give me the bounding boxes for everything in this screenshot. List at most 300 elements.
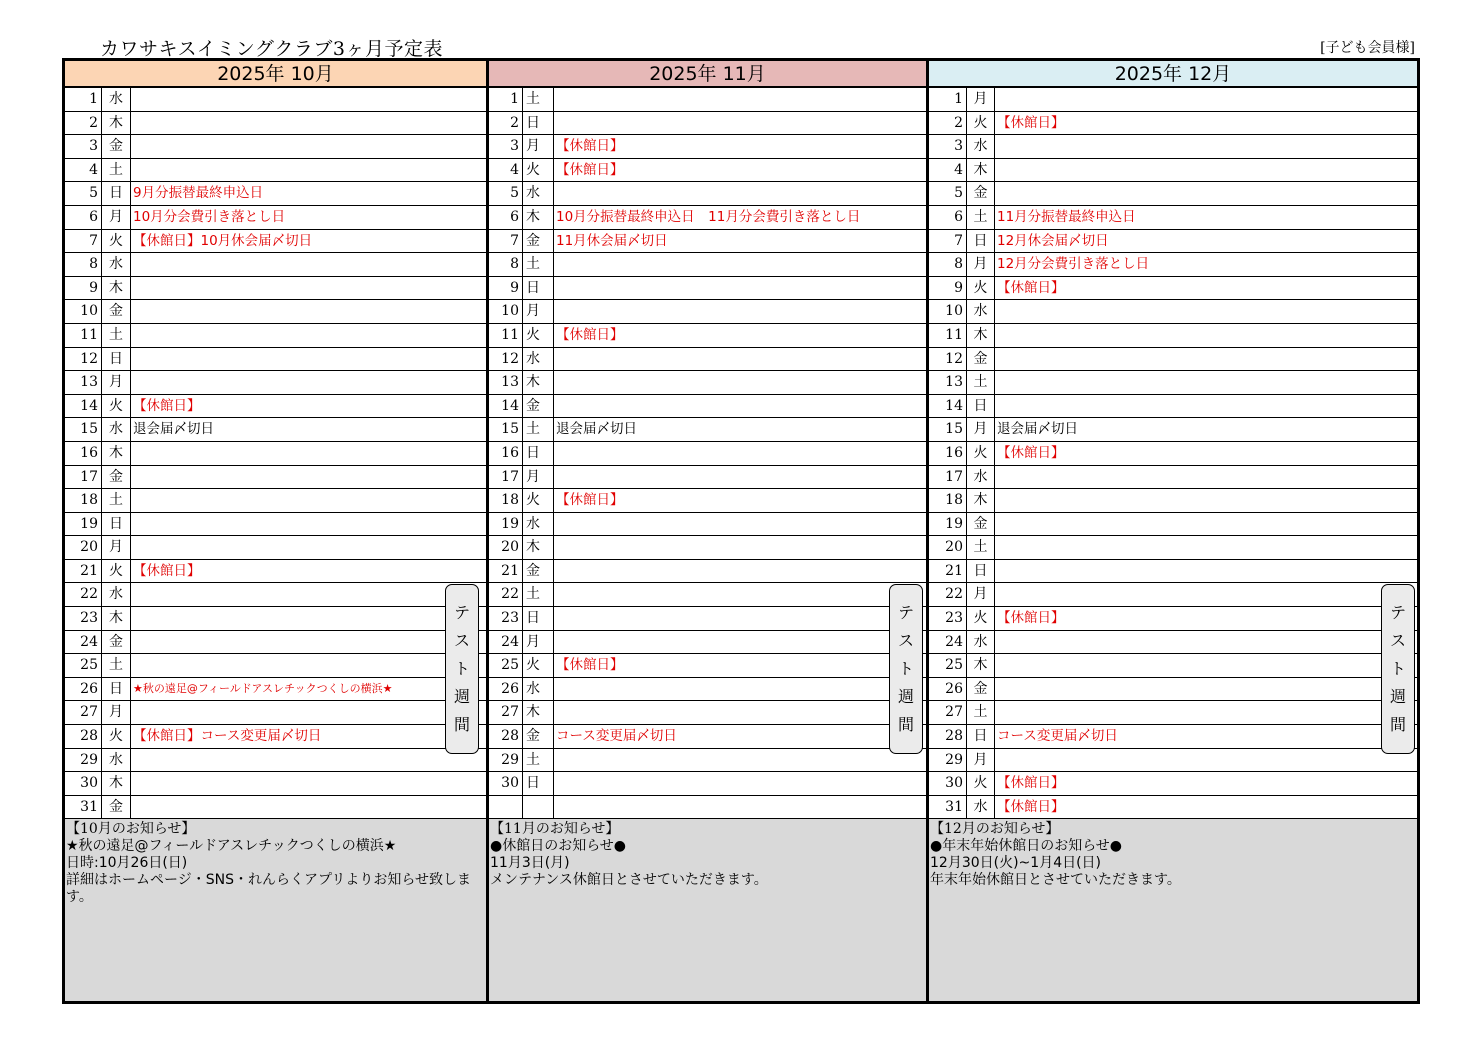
day-event (131, 772, 486, 795)
day-row (929, 112, 1417, 136)
day-number: 3 (489, 135, 523, 158)
day-event (995, 300, 1417, 323)
day-of-week: 木 (102, 112, 131, 135)
day-number: 22 (65, 583, 102, 606)
notice-line: 詳細はホームページ・SNS・れんらくアプリよりお知らせ致します。 (66, 872, 471, 905)
day-event (995, 631, 1417, 654)
day-event (995, 536, 1417, 559)
test-week-char: 間 (1389, 715, 1406, 734)
day-of-week: 水 (102, 418, 131, 441)
day-row (65, 135, 486, 159)
day-event: 12月休会届〆切日 (997, 232, 1109, 249)
day-row (929, 701, 1417, 725)
day-row (929, 395, 1417, 419)
day-row (65, 230, 486, 254)
day-event: 【休館日】 (997, 798, 1065, 815)
day-row (489, 701, 926, 725)
day-row (489, 112, 926, 136)
day-row (489, 772, 926, 796)
day-event (995, 583, 1417, 606)
day-event: 【休館日】 (997, 279, 1065, 296)
day-event (554, 583, 926, 606)
day-event: 【休館日】 (556, 161, 624, 178)
day-number: 14 (489, 395, 523, 418)
day-row (489, 300, 926, 324)
day-row (489, 725, 926, 749)
day-rows (929, 88, 1417, 819)
day-row (65, 772, 486, 796)
day-event (995, 88, 1417, 111)
day-of-week: 木 (523, 701, 554, 724)
day-event (995, 324, 1417, 347)
day-row (929, 277, 1417, 301)
day-row (489, 536, 926, 560)
day-number: 10 (65, 300, 102, 323)
day-number: 30 (929, 772, 967, 795)
day-event (131, 159, 486, 182)
day-event: 退会届〆切日 (556, 421, 637, 438)
day-of-week: 金 (102, 300, 131, 323)
day-event (995, 135, 1417, 158)
day-number: 13 (65, 371, 102, 394)
day-of-week: 土 (523, 418, 554, 441)
day-number: 17 (65, 466, 102, 489)
day-of-week: 木 (523, 371, 554, 394)
day-event (995, 513, 1417, 536)
day-event (995, 182, 1417, 205)
day-number: 16 (929, 442, 967, 465)
day-number: 17 (489, 466, 523, 489)
day-number: 1 (65, 88, 102, 111)
day-event: 【休館日】 (997, 610, 1065, 627)
test-week-char: 週 (1389, 687, 1406, 706)
test-week-char: 週 (897, 687, 914, 706)
day-row (929, 772, 1417, 796)
day-row (489, 418, 926, 442)
day-number: 12 (489, 348, 523, 371)
day-row (65, 796, 486, 820)
day-of-week: 水 (523, 348, 554, 371)
day-event (995, 489, 1417, 512)
day-rows (489, 88, 926, 819)
day-of-week: 月 (102, 701, 131, 724)
day-row (929, 607, 1417, 631)
day-number: 20 (489, 536, 523, 559)
day-of-week: 日 (523, 277, 554, 300)
day-row (929, 749, 1417, 773)
page-title: カワサキスイミングクラブ3ヶ月予定表 (100, 38, 443, 60)
day-of-week: 土 (102, 489, 131, 512)
day-row (65, 442, 486, 466)
day-of-week: 水 (967, 300, 995, 323)
day-of-week: 土 (102, 654, 131, 677)
day-number: 8 (489, 253, 523, 276)
day-number: 15 (929, 418, 967, 441)
day-number: 31 (65, 796, 102, 819)
day-of-week: 火 (523, 324, 554, 347)
day-event (131, 442, 486, 465)
day-event: 【休館日】 (997, 775, 1065, 792)
day-of-week: 木 (967, 489, 995, 512)
day-event (554, 112, 926, 135)
day-row (929, 230, 1417, 254)
day-of-week: 水 (967, 466, 995, 489)
day-event (131, 277, 486, 300)
test-week-char: 間 (897, 715, 914, 734)
day-event: 【休館日】 (997, 114, 1065, 131)
day-number: 13 (929, 371, 967, 394)
day-number: 6 (65, 206, 102, 229)
day-of-week: 火 (967, 442, 995, 465)
day-event: 退会届〆切日 (997, 421, 1078, 438)
day-number: 7 (65, 230, 102, 253)
day-number: 4 (65, 159, 102, 182)
day-number: 6 (929, 206, 967, 229)
day-of-week: 木 (967, 654, 995, 677)
notice-line: 年末年始休館日とさせていただきます。 (930, 872, 1181, 888)
day-of-week: 日 (523, 607, 554, 630)
day-row (489, 230, 926, 254)
day-event (995, 749, 1417, 772)
notice-box (489, 818, 926, 1001)
day-number: 2 (489, 112, 523, 135)
day-number: 29 (65, 749, 102, 772)
day-of-week: 月 (967, 418, 995, 441)
day-number (489, 796, 523, 819)
day-row (65, 371, 486, 395)
day-of-week: 土 (523, 583, 554, 606)
day-of-week: 土 (967, 371, 995, 394)
day-row (489, 253, 926, 277)
test-week-badge (1381, 584, 1415, 754)
notice-box (929, 818, 1417, 1001)
day-event: 【休館日】 (556, 326, 624, 343)
day-event (131, 466, 486, 489)
day-of-week: 月 (967, 88, 995, 111)
day-of-week: 日 (523, 442, 554, 465)
day-event (554, 749, 926, 772)
day-event (995, 395, 1417, 418)
day-event (131, 88, 486, 111)
day-event (995, 654, 1417, 677)
day-of-week: 水 (523, 182, 554, 205)
day-of-week: 木 (523, 206, 554, 229)
notice-line: 12月30日(火)~1月4日(日) (930, 855, 1102, 871)
day-row (65, 654, 486, 678)
day-of-week: 土 (523, 88, 554, 111)
day-of-week: 火 (523, 159, 554, 182)
day-number: 5 (929, 182, 967, 205)
day-of-week: 日 (967, 230, 995, 253)
month-header: 2025年 10月 (65, 61, 486, 88)
day-event: 10月分会費引き落とし日 (133, 208, 286, 225)
day-row (929, 560, 1417, 584)
day-number: 15 (65, 418, 102, 441)
day-of-week: 火 (102, 230, 131, 253)
day-number: 19 (929, 513, 967, 536)
day-number: 24 (489, 631, 523, 654)
day-number: 20 (65, 536, 102, 559)
day-of-week: 火 (967, 277, 995, 300)
day-event (995, 701, 1417, 724)
day-event (131, 631, 486, 654)
day-of-week: 日 (102, 182, 131, 205)
day-number: 6 (489, 206, 523, 229)
day-event (131, 583, 486, 606)
day-of-week: 金 (523, 560, 554, 583)
day-of-week: 水 (102, 253, 131, 276)
month-header: 2025年 11月 (489, 61, 926, 88)
day-row (929, 348, 1417, 372)
day-of-week: 日 (967, 725, 995, 748)
day-of-week: 日 (523, 772, 554, 795)
day-row (65, 348, 486, 372)
day-event (554, 395, 926, 418)
day-event (131, 253, 486, 276)
day-number: 18 (929, 489, 967, 512)
day-row (489, 277, 926, 301)
day-of-week: 木 (523, 536, 554, 559)
day-row (489, 159, 926, 183)
day-row (929, 159, 1417, 183)
notice-heading: 【10月のお知らせ】 (66, 821, 196, 837)
member-label: [子ども会員様] (1320, 40, 1415, 56)
month-column-november (486, 61, 926, 1001)
day-number: 4 (489, 159, 523, 182)
day-row (65, 536, 486, 560)
notice-line: ★秋の遠足@フィールドアスレチックつくしの横浜★ (66, 838, 397, 854)
day-of-week: 日 (967, 560, 995, 583)
day-event (995, 159, 1417, 182)
day-row (929, 442, 1417, 466)
day-event (131, 749, 486, 772)
day-number: 21 (929, 560, 967, 583)
day-event (995, 678, 1417, 701)
day-event (554, 772, 926, 795)
day-of-week: 金 (102, 466, 131, 489)
day-row (929, 466, 1417, 490)
day-of-week: 水 (523, 513, 554, 536)
day-number: 27 (489, 701, 523, 724)
day-number: 16 (65, 442, 102, 465)
day-of-week: 月 (523, 300, 554, 323)
day-row (929, 796, 1417, 820)
day-of-week: 火 (967, 607, 995, 630)
day-row (489, 796, 926, 820)
notice-line: ●年末年始休館日のお知らせ● (930, 838, 1123, 854)
day-number: 20 (929, 536, 967, 559)
day-event (131, 513, 486, 536)
day-number: 4 (929, 159, 967, 182)
day-event: 【休館日】 (556, 657, 624, 674)
day-number: 9 (489, 277, 523, 300)
day-of-week: 木 (102, 772, 131, 795)
day-event (554, 513, 926, 536)
day-event: 12月分会費引き落とし日 (997, 256, 1150, 273)
day-of-week: 月 (523, 466, 554, 489)
day-event: 【休館日】10月休会届〆切日 (133, 232, 313, 249)
day-row (65, 513, 486, 537)
day-number: 31 (929, 796, 967, 819)
day-number: 29 (929, 749, 967, 772)
month-column-october (65, 61, 486, 1001)
day-row (929, 583, 1417, 607)
day-number: 19 (65, 513, 102, 536)
day-number: 30 (489, 772, 523, 795)
day-of-week: 金 (523, 230, 554, 253)
day-event: 退会届〆切日 (133, 421, 214, 438)
day-row (489, 466, 926, 490)
day-number: 26 (65, 678, 102, 701)
day-of-week: 水 (102, 583, 131, 606)
test-week-char: ト (1389, 659, 1406, 678)
day-event (554, 253, 926, 276)
day-number: 9 (929, 277, 967, 300)
day-number: 25 (489, 654, 523, 677)
day-row (65, 725, 486, 749)
day-of-week: 金 (102, 631, 131, 654)
day-event: 11月分振替最終申込日 (997, 208, 1136, 225)
day-of-week: 月 (102, 371, 131, 394)
day-of-week (523, 796, 554, 819)
day-event (554, 348, 926, 371)
day-number: 28 (489, 725, 523, 748)
day-number: 9 (65, 277, 102, 300)
day-of-week: 木 (967, 159, 995, 182)
day-of-week: 日 (102, 678, 131, 701)
day-of-week: 土 (967, 701, 995, 724)
day-row (65, 324, 486, 348)
day-of-week: 木 (102, 277, 131, 300)
day-row (929, 206, 1417, 230)
test-week-char: テ (453, 603, 470, 622)
day-event: 11月休会届〆切日 (556, 232, 668, 249)
day-of-week: 土 (967, 206, 995, 229)
day-event (131, 324, 486, 347)
day-row (489, 489, 926, 513)
day-of-week: 金 (102, 135, 131, 158)
day-number: 15 (489, 418, 523, 441)
day-row (489, 631, 926, 655)
day-row (489, 749, 926, 773)
day-number: 18 (65, 489, 102, 512)
day-row (65, 607, 486, 631)
day-number: 19 (489, 513, 523, 536)
day-rows (65, 88, 486, 819)
day-row (65, 466, 486, 490)
day-event: 【休館日】 (133, 562, 201, 579)
day-row (929, 678, 1417, 702)
day-number: 11 (929, 324, 967, 347)
day-event (131, 654, 486, 677)
day-number: 3 (65, 135, 102, 158)
day-event (554, 442, 926, 465)
day-row (489, 88, 926, 112)
day-number: 28 (65, 725, 102, 748)
day-number: 28 (929, 725, 967, 748)
day-number: 13 (489, 371, 523, 394)
day-of-week: 日 (967, 395, 995, 418)
day-of-week: 火 (967, 112, 995, 135)
day-number: 7 (929, 230, 967, 253)
notice-heading: 【11月のお知らせ】 (490, 821, 620, 837)
day-row (929, 418, 1417, 442)
day-event (554, 182, 926, 205)
day-of-week: 火 (967, 772, 995, 795)
day-number: 14 (929, 395, 967, 418)
day-row (65, 395, 486, 419)
day-row (929, 631, 1417, 655)
test-week-char: テ (1389, 603, 1406, 622)
day-row (929, 371, 1417, 395)
day-event (131, 796, 486, 819)
day-row (929, 300, 1417, 324)
day-number: 23 (489, 607, 523, 630)
day-number: 3 (929, 135, 967, 158)
day-number: 25 (65, 654, 102, 677)
test-week-char: 週 (453, 687, 470, 706)
day-row (489, 513, 926, 537)
day-row (489, 607, 926, 631)
day-number: 26 (489, 678, 523, 701)
test-week-char: 間 (453, 715, 470, 734)
day-row (929, 513, 1417, 537)
day-number: 2 (929, 112, 967, 135)
day-row (489, 324, 926, 348)
day-number: 23 (929, 607, 967, 630)
day-number: 10 (489, 300, 523, 323)
day-number: 1 (489, 88, 523, 111)
day-event (554, 560, 926, 583)
test-week-badge (889, 584, 923, 754)
day-row (929, 725, 1417, 749)
day-of-week: 水 (967, 631, 995, 654)
day-event: 【休館日】 (997, 444, 1065, 461)
day-event (554, 607, 926, 630)
day-row (65, 277, 486, 301)
month-column-december (926, 61, 1417, 1001)
day-number: 27 (65, 701, 102, 724)
day-event (131, 371, 486, 394)
day-row (489, 395, 926, 419)
day-number: 16 (489, 442, 523, 465)
day-row (489, 678, 926, 702)
test-week-char: ス (897, 631, 914, 650)
day-event (554, 678, 926, 701)
day-of-week: 月 (102, 206, 131, 229)
day-number: 17 (929, 466, 967, 489)
day-of-week: 水 (967, 135, 995, 158)
day-row (929, 324, 1417, 348)
notice-line: 日時:10月26日(日) (66, 855, 188, 871)
day-of-week: 水 (102, 88, 131, 111)
test-week-char: テ (897, 603, 914, 622)
day-row (489, 135, 926, 159)
day-event (131, 348, 486, 371)
day-number: 24 (65, 631, 102, 654)
day-row (65, 182, 486, 206)
day-event (554, 88, 926, 111)
day-of-week: 金 (523, 395, 554, 418)
test-week-char: ス (1389, 631, 1406, 650)
day-number: 1 (929, 88, 967, 111)
day-row (65, 206, 486, 230)
day-number: 11 (489, 324, 523, 347)
day-of-week: 日 (102, 348, 131, 371)
schedule-table (62, 58, 1420, 1004)
day-event: 【休館日】 (133, 397, 201, 414)
day-row (929, 182, 1417, 206)
